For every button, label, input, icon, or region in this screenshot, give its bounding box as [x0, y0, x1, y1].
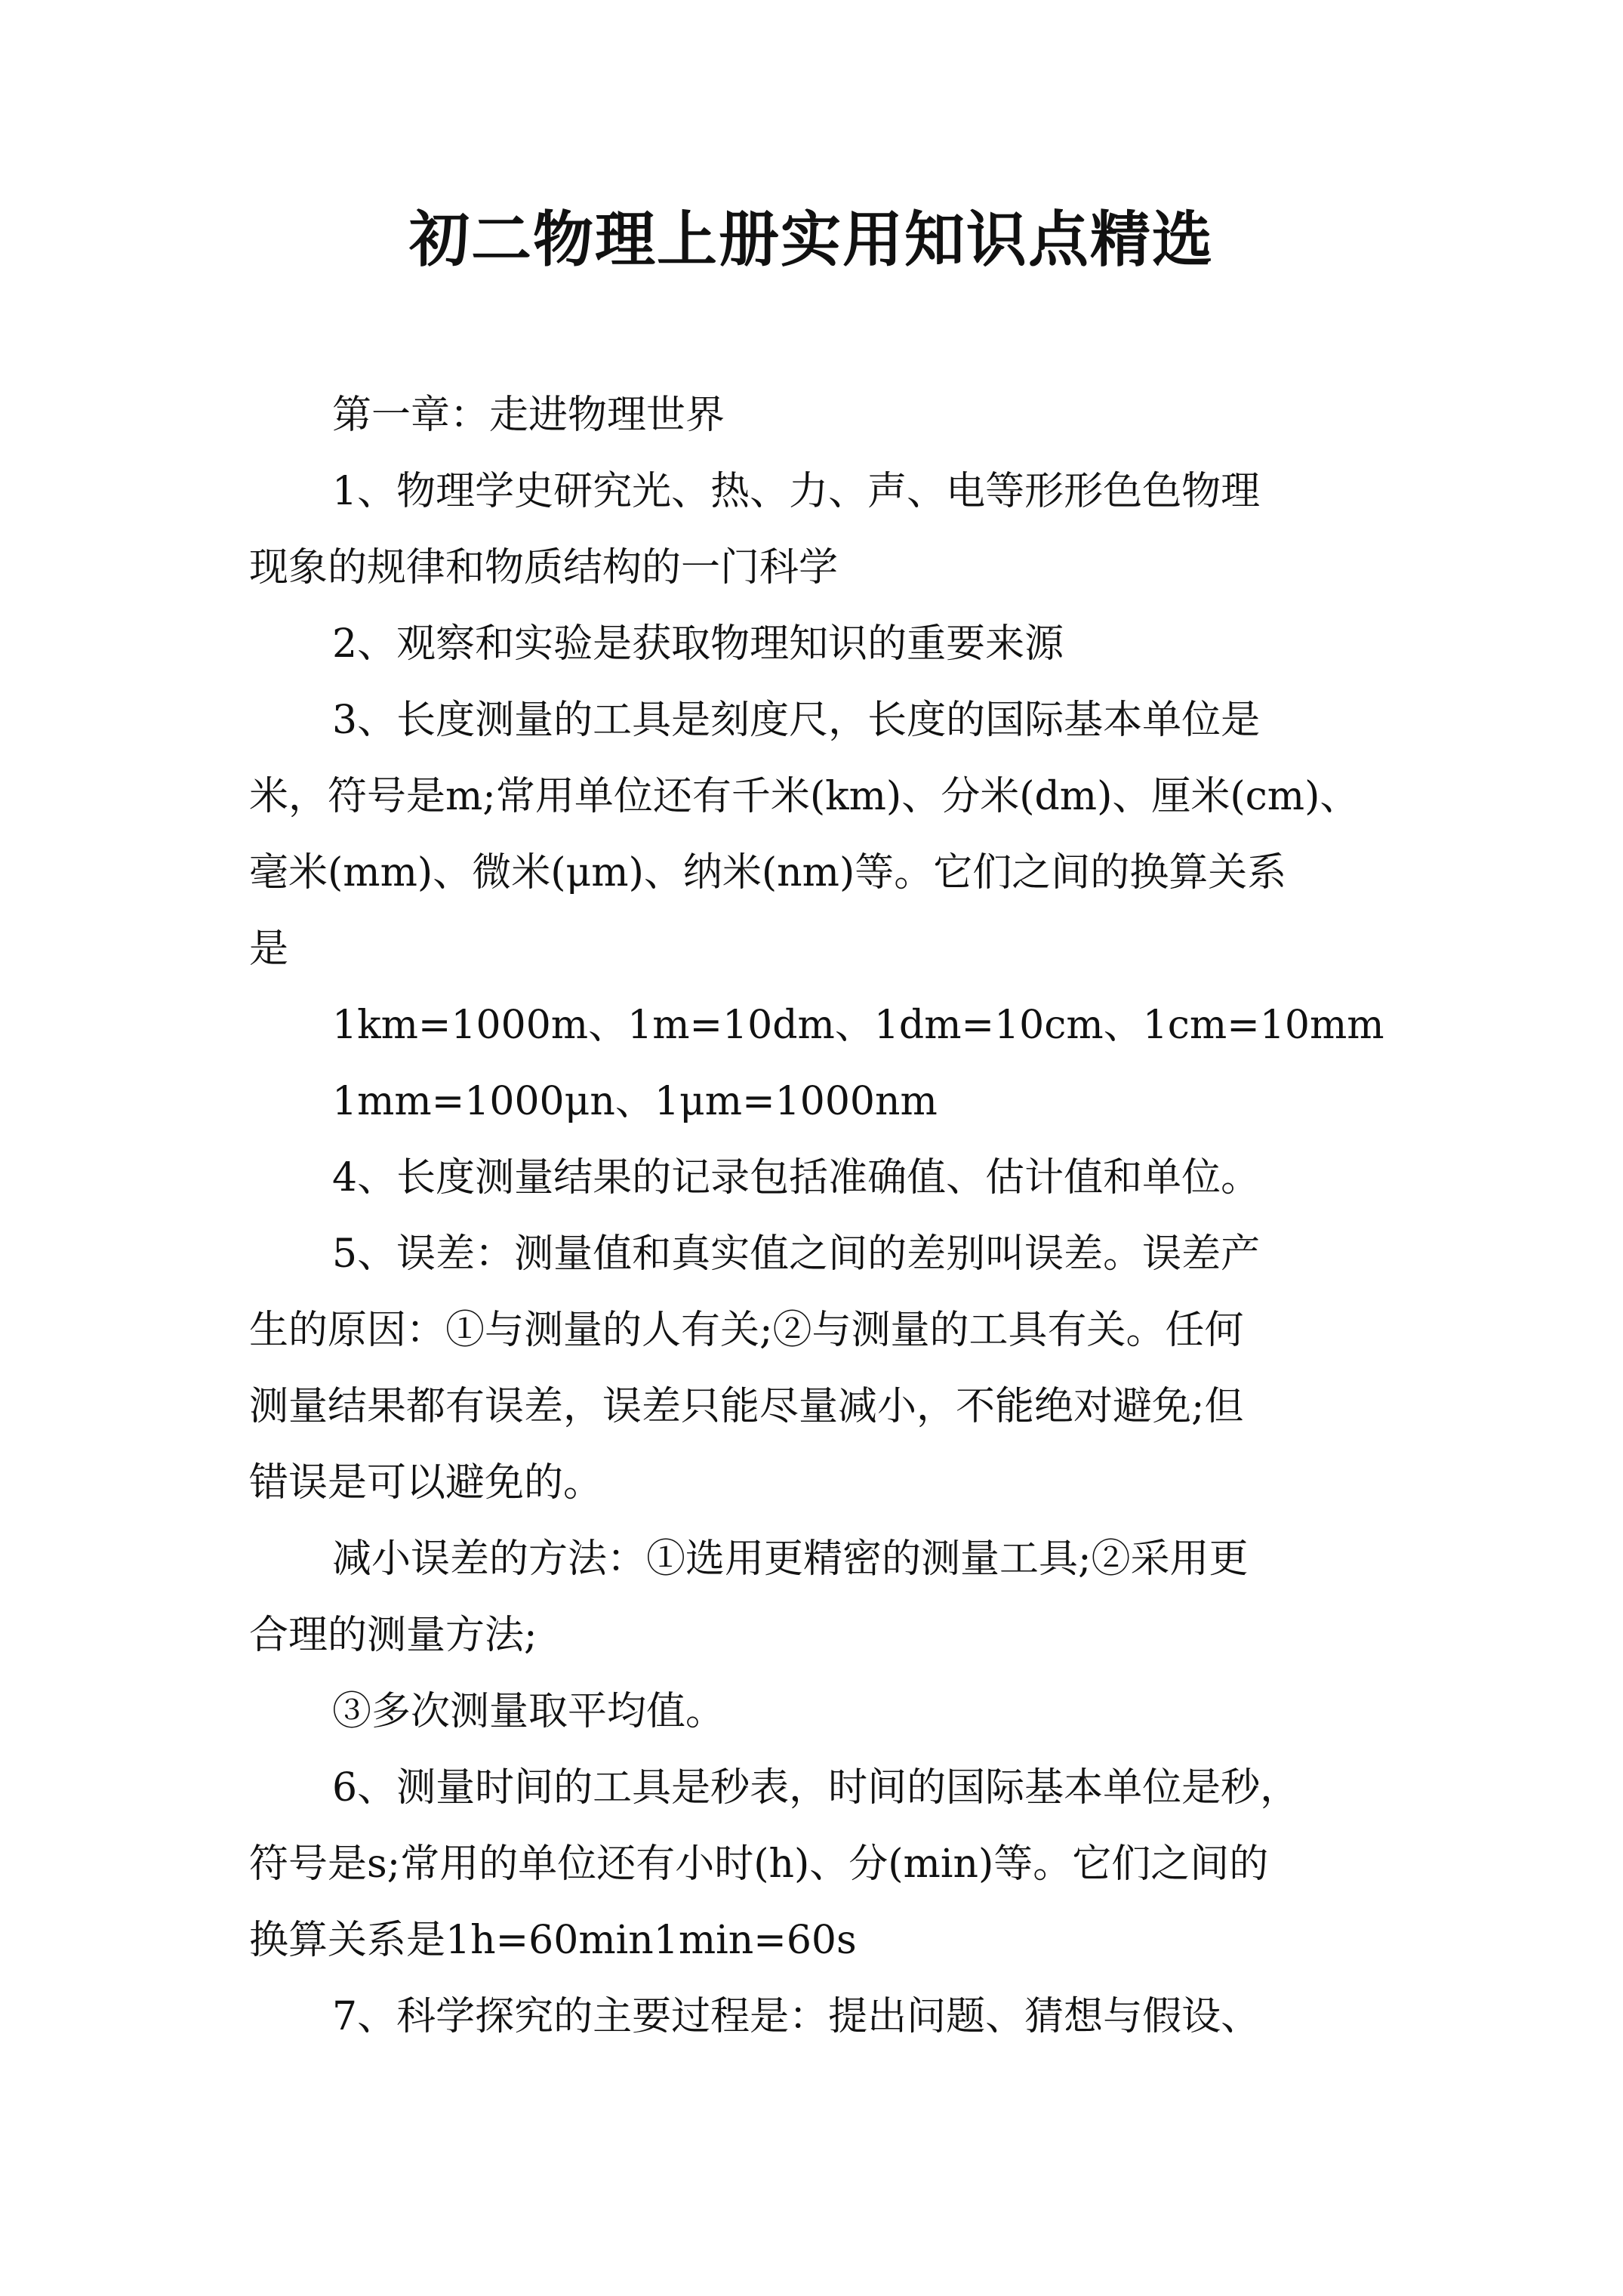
chapter-heading: 第一章：走进物理世界 — [332, 393, 725, 438]
document-body — [249, 378, 1442, 2055]
paragraph-error-methods: 减小误差的方法：①选用更精密的测量工具;②采用更 合理的测量方法; — [249, 1536, 1249, 1658]
document-title: 初二物理上册实用知识点精选 — [409, 204, 1214, 275]
formula-length-2: 1mm=1000μn、1μm=1000nm — [332, 1079, 938, 1124]
formula-length-1: 1km=1000m、1m=10dm、1dm=10cm、1cm=10mm — [332, 1003, 1384, 1048]
paragraph-2: 2、观察和实验是获取物理知识的重要来源 — [332, 621, 1064, 667]
paragraph-6: 6、测量时间的工具是秒表，时间的国际基本单位是秒， 符号是s;常用的单位还有小时(h)、分(min)等。它们之间的 换算关系是1h=60min1min=60s — [249, 1765, 1300, 1963]
paragraph-1: 1、物理学史研究光、热、力、声、电等形形色色物理 现象的规律和物质结构的一门科学 — [249, 469, 1261, 590]
paragraph-3: 3、长度测量的工具是刻度尺，长度的国际基本单位是 米，符号是m;常用单位还有千米(km)、分米(dm)、厘米(cm)、 毫米(mm)、微米(μm)、纳米(nm)等。它们之间的换算关系 是 — [249, 698, 1360, 972]
paragraph-4: 4、长度测量结果的记录包括准确值、估计值和单位。 — [332, 1155, 1261, 1200]
paragraph-error-method-3: ③多次测量取平均值。 — [332, 1689, 725, 1734]
paragraph-7: 7、科学探究的主要过程是：提出问题、猜想与假设、 — [332, 1994, 1261, 2039]
paragraph-5: 5、误差：测量值和真实值之间的差别叫误差。误差产 生的原因：①与测量的人有关;②与测量的工具有关。任何 测量结果都有误差，误差只能尽量减小，不能绝对避免;但 错误是可以避免的。 — [249, 1231, 1261, 1505]
